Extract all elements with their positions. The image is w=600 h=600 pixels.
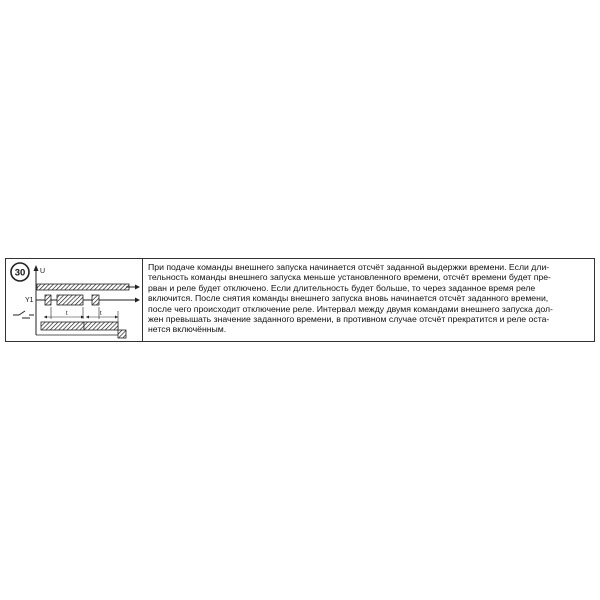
relay-output-segment-1 [41, 322, 84, 330]
function-entry [5, 258, 595, 342]
trigger-pulse-long [57, 295, 83, 305]
function-number: 30 [14, 267, 26, 279]
interval-arrow-left-2 [86, 316, 89, 319]
function-description [143, 259, 594, 341]
trigger-pulse-third [92, 295, 99, 305]
interval-label-2: t [100, 311, 102, 317]
interval-arrow-right-1 [81, 316, 84, 319]
timing-diagram-cell [6, 259, 143, 341]
description-line: жен превышать значение заданного времени, в противном случае отсчёт прекратится и реле оста- [148, 314, 550, 325]
description-line: после чего происходит отключение реле. Интервал между двумя командами внешнего запуска дол- [148, 303, 553, 314]
description-line: нется включённым. [148, 324, 227, 335]
description-line: рван и реле будет отключено. Если длительность будет больше, то через заданное время реле [148, 282, 536, 293]
interval-arrow-right-2 [115, 316, 118, 319]
relay-output-segment-2 [84, 322, 118, 330]
description-line: включится. После снятия команды внешнего запуска вновь начинается отсчёт заданного времени, [148, 293, 549, 304]
function-number-badge [11, 263, 29, 281]
u-row-arrow-icon [135, 285, 140, 290]
label-y1: Y1 [25, 297, 34, 304]
trigger-pulse-short [45, 295, 51, 305]
relay-output-segment-3 [118, 330, 126, 338]
interval-label-1: t [66, 311, 68, 317]
description-line: При подаче команды внешнего запуска начинается отсчёт заданной выдержки времени. Если дли- [148, 262, 550, 272]
description-line: тельность команды внешнего запуска меньше установленного времени, отсчёт времени будет пре- [148, 272, 551, 283]
timing-diagram [6, 259, 142, 343]
relay-contact-icon [13, 311, 34, 318]
axis-arrow-up [34, 265, 39, 271]
interval-arrow-left-1 [44, 316, 47, 319]
label-u: U [40, 268, 46, 275]
y1-row-arrow-icon [135, 298, 140, 303]
supply-voltage-bar [37, 284, 129, 290]
